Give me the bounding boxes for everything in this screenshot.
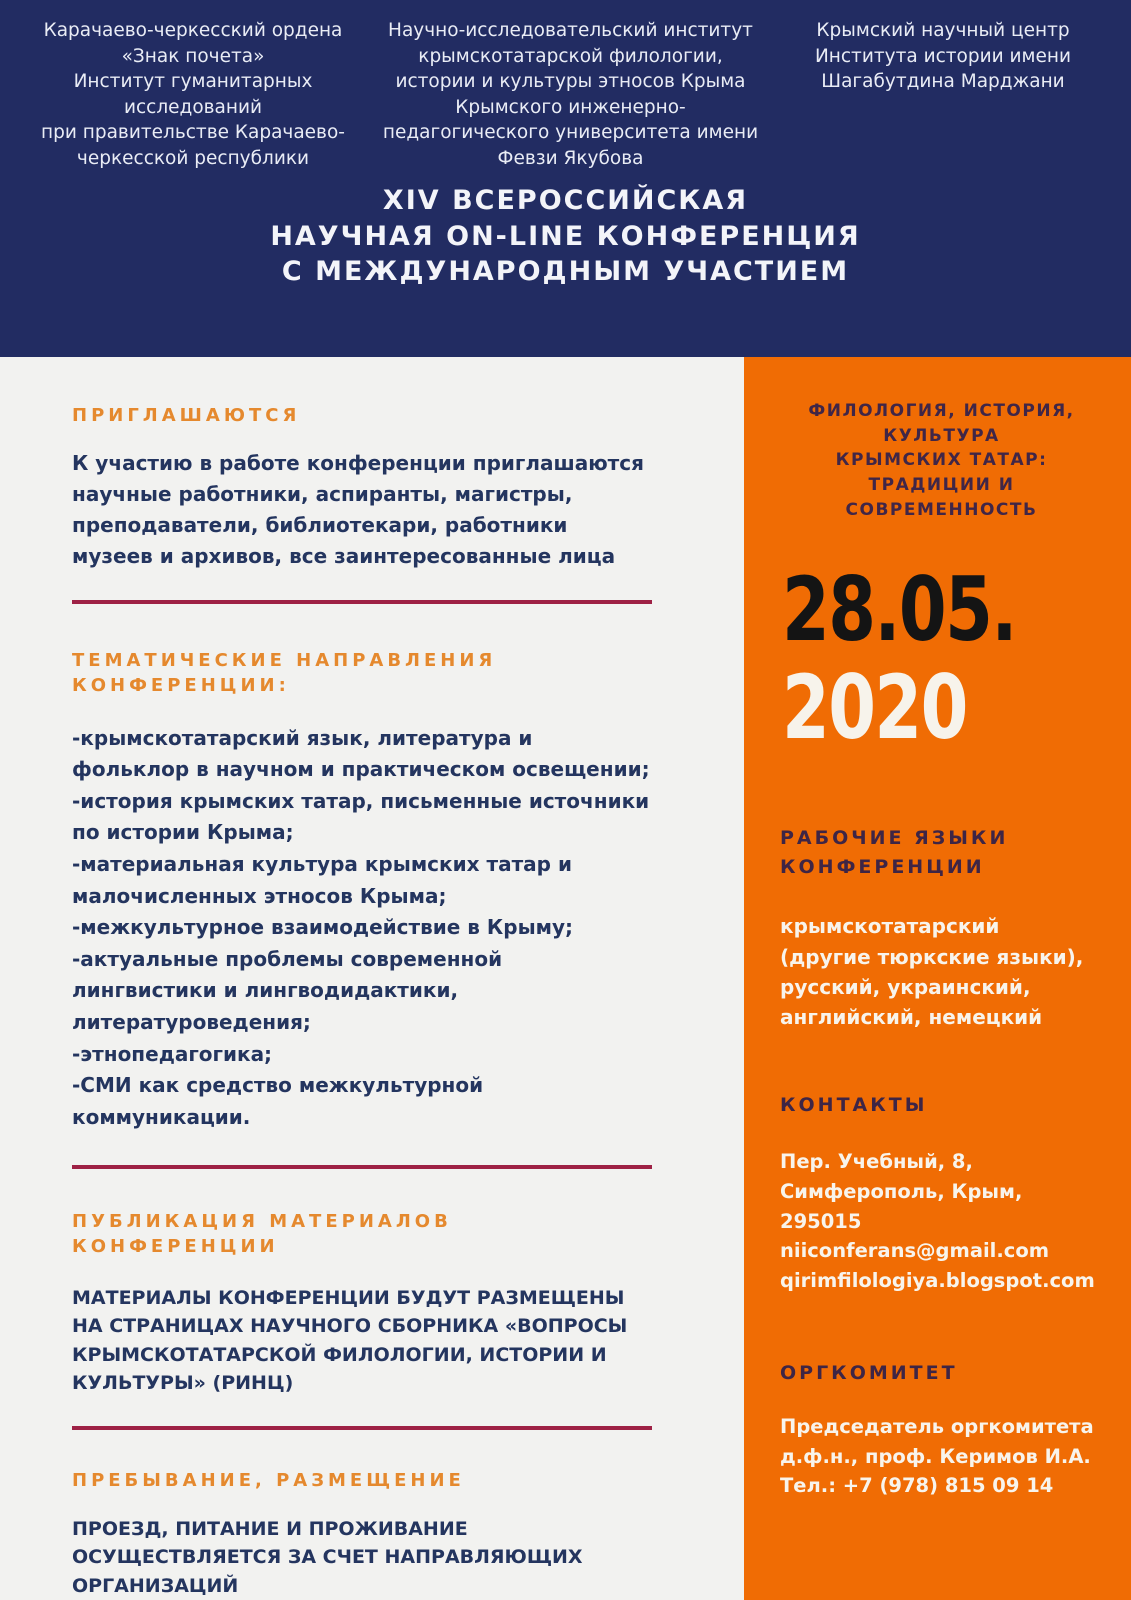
theme-title-line: ФИЛОЛОГИЯ, ИСТОРИЯ, КУЛЬТУРА [808, 401, 1075, 446]
contact-email-text: niiconferans@gmail.com [780, 1239, 1050, 1263]
orgcom-line: д.ф.н., проф. Керимов И.А. [780, 1444, 1091, 1468]
org-line: Научно-исследовательский институт [388, 20, 753, 41]
contact-blog-url-text: qirimfilologiya.blogspot.com [780, 1268, 1095, 1292]
org-line: Крымский научный центр [816, 20, 1070, 41]
org-line: Крымского инженерно- [455, 96, 686, 118]
organization-center [366, 18, 776, 171]
invited-body: К участию в работе конференции приглашаются научные работники, аспиранты, магистры, преподаватели, библиотекари, работники музеев и архивов, все заинтересованные лица [72, 451, 644, 569]
org-line: «Знак почета» [121, 45, 265, 67]
orgcom-phone-text: Тел.: +7 (978) 815 09 14 [780, 1474, 1054, 1498]
publication-body: МАТЕРИАЛЫ КОНФЕРЕНЦИИ БУДУТ РАЗМЕЩЕНЫ НА СТРАНИЦАХ НАУЧНОГО СБОРНИКА «ВОПРОСЫ КРЫМСКОТАТАРСКОЙ ФИЛОЛОГИИ, ИСТОРИИ И КУЛЬТУРЫ» (РИНЦ) [72, 1286, 628, 1395]
languages-heading-line: РАБОЧИЕ ЯЗЫКИ [780, 827, 1009, 850]
divider [72, 600, 652, 604]
orange-sidebar [744, 357, 1131, 1600]
conference-date [782, 558, 1103, 760]
conference-title-line: XIV ВСЕРОССИЙСКАЯ [382, 185, 749, 217]
contacts-heading: КОНТАКТЫ [780, 1093, 928, 1116]
org-line: при правительстве Карачаево- [41, 122, 345, 144]
topic-item: -этнопедагогика; [72, 1041, 273, 1066]
org-line: черкесской республики [76, 147, 310, 169]
conference-title-line: С МЕЖДУНАРОДНЫМ УЧАСТИЕМ [281, 256, 850, 288]
publication-heading: ПУБЛИКАЦИЯ МАТЕРИАЛОВ КОНФЕРЕНЦИИ [72, 1211, 452, 1258]
languages-line: русский, украинский, [780, 974, 1031, 999]
divider [72, 1426, 652, 1430]
org-line: Февзи Якубова [497, 147, 644, 169]
date-day: 28.05. [782, 558, 1016, 662]
org-line: Карачаево-черкесский ордена [43, 20, 343, 41]
contact-address-line: Симферополь, Крым, 295015 [780, 1179, 1023, 1233]
theme-title [780, 399, 1103, 522]
topic-item: -крымскотатарский язык, литература и фольклор в научном и практическом освещении; [72, 725, 650, 782]
languages-line: английский, немецкий [780, 1005, 1043, 1030]
org-line: Институт гуманитарных [73, 71, 313, 93]
orgcom-line: Председатель оргкомитета [780, 1414, 1094, 1438]
divider [72, 1165, 652, 1169]
theme-title-line: КРЫМСКИХ ТАТАР: [835, 450, 1048, 471]
invited-heading: ПРИГЛАШАЮТСЯ [72, 405, 301, 426]
contact-address-line: Пер. Учебный, 8, [780, 1150, 973, 1174]
header-banner [0, 0, 1131, 357]
languages-line: крымскотатарский [780, 914, 1000, 939]
theme-title-line: ТРАДИЦИИ И СОВРЕМЕННОСТЬ [845, 474, 1038, 520]
stay-heading: ПРЕБЫВАНИЕ, РАЗМЕЩЕНИЕ [72, 1469, 465, 1491]
languages-heading-line: КОНФЕРЕНЦИИ [780, 855, 985, 878]
org-line: истории и культуры этносов Крыма [395, 71, 746, 93]
topic-item: -межкультурное взаимодействие в Крыму; [72, 915, 574, 940]
main-content-column [0, 357, 744, 1600]
contacts-body [780, 1147, 1103, 1295]
topic-item: -материальная культура крымских татар и малочисленных этносов Крыма; [72, 851, 572, 908]
conference-title [0, 183, 1131, 290]
languages-line: (другие тюркские языки), [780, 944, 1084, 969]
org-line: крымскотатарской филологии, [418, 45, 723, 67]
orgcom-heading: ОРГКОМИТЕТ [780, 1362, 958, 1385]
topic-item: -история крымских татар, письменные источники по истории Крыма; [72, 788, 650, 845]
organization-right [783, 18, 1103, 171]
orgcom-body [780, 1412, 1103, 1501]
date-year: 2020 [782, 656, 967, 760]
topics-heading: ТЕМАТИЧЕСКИЕ НАПРАВЛЕНИЯ КОНФЕРЕНЦИИ: [72, 650, 497, 697]
org-line: Института истории имени [814, 45, 1072, 67]
topic-item: -СМИ как средство межкультурной коммуникации. [72, 1073, 484, 1129]
org-line: педагогического университета имени [382, 122, 759, 144]
org-line: Шагабутдина Марджани [821, 71, 1065, 93]
languages-heading [780, 824, 1103, 881]
languages-body [780, 911, 1103, 1033]
conference-title-line: НАУЧНАЯ ON-LINE КОНФЕРЕНЦИЯ [270, 220, 861, 252]
topic-item: -актуальные проблемы современной лингвистики и лингводидактики, литературоведения; [72, 946, 503, 1034]
organization-left [28, 18, 358, 171]
org-line: исследований [123, 96, 263, 118]
topics-list [72, 723, 652, 1134]
stay-body: ПРОЕЗД, ПИТАНИЕ И ПРОЖИВАНИЕ ОСУЩЕСТВЛЯЕТСЯ ЗА СЧЕТ НАПРАВЛЯЮЩИХ ОРГАНИЗАЦИЙ [72, 1517, 583, 1597]
organizations-row [0, 18, 1131, 171]
